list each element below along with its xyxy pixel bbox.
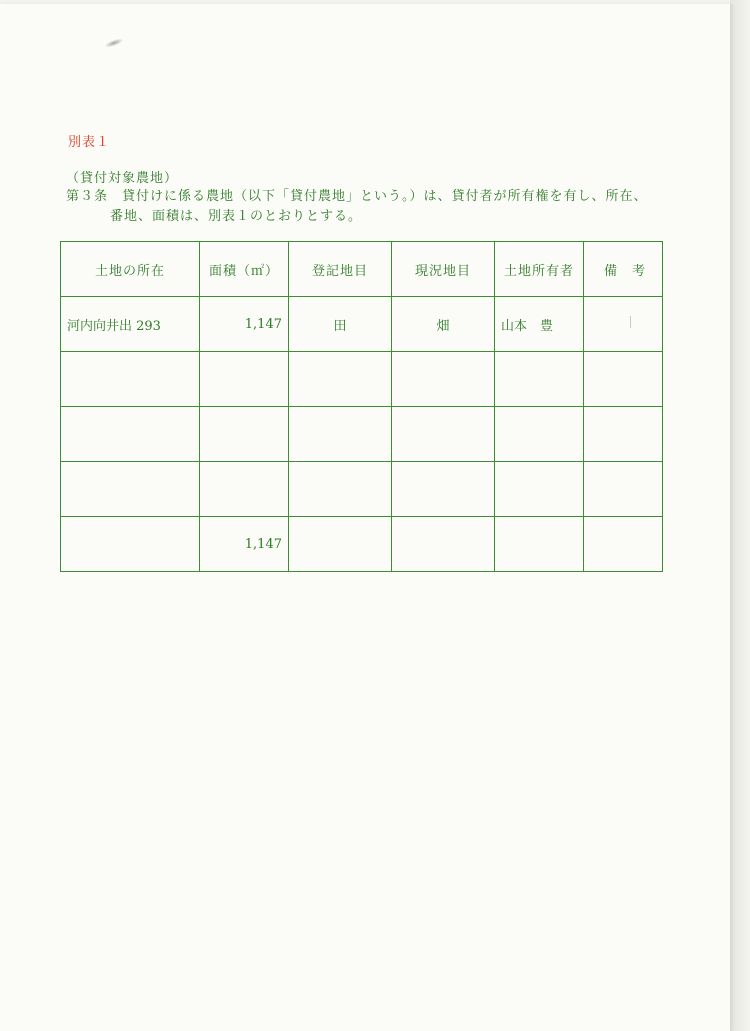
empty-cell [61,462,200,517]
empty-cell [61,352,200,407]
article-text [66,187,706,227]
farmland-table [60,241,663,572]
empty-cell [200,352,289,407]
empty-cell [289,407,392,462]
header-owner: 土地所有者 [495,242,584,297]
header-location: 土地の所在 [61,242,200,297]
cell-total-area: 1,147 [200,517,289,572]
header-current-category: 現況地目 [392,242,495,297]
header-remarks-char-1: 備 [603,263,618,279]
header-registered-category: 登記地目 [289,242,392,297]
table-total-row [61,517,663,572]
empty-cell [61,407,200,462]
appendix-heading: 別表１ [68,135,111,150]
empty-cell [392,517,495,572]
cell-owner: 山本 豊 [495,297,584,352]
table-row-empty [61,462,663,517]
empty-cell [61,517,200,572]
cell-area: 1,147 [200,297,289,352]
table-header-row [61,242,663,297]
document-page [0,4,731,1031]
empty-cell [289,352,392,407]
table-row-empty [61,352,663,407]
empty-cell [584,462,663,517]
empty-cell [495,462,584,517]
table-row-empty [61,407,663,462]
scan-mark [630,316,631,328]
header-area: 面積（㎡） [200,242,289,297]
header-remarks-char-2: 考 [631,263,646,279]
empty-cell [200,407,289,462]
empty-cell [584,517,663,572]
section-title: （貸付対象農地） [66,171,179,186]
scan-smudge [104,37,125,49]
cell-current-category: 畑 [392,297,495,352]
empty-cell [289,462,392,517]
empty-cell [392,462,495,517]
page-edge [730,0,750,1031]
table-row [61,297,663,352]
empty-cell [392,352,495,407]
empty-cell [495,407,584,462]
header-remarks [584,242,663,297]
article-number: 第３条 [66,189,109,204]
empty-cell [200,462,289,517]
cell-location: 河内向井出 293 [61,297,200,352]
empty-cell [392,407,495,462]
article-line-1: 貸付けに係る農地（以下「貸付農地」という。）は、貸付者が所有権を有し、所在、 [122,189,648,204]
article-line-2: 番地、面積は、別表１のとおりとする。 [110,209,363,224]
empty-cell [495,352,584,407]
empty-cell [495,517,584,572]
empty-cell [584,352,663,407]
empty-cell [584,407,663,462]
cell-remarks [584,297,663,352]
empty-cell [289,517,392,572]
cell-registered-category: 田 [289,297,392,352]
